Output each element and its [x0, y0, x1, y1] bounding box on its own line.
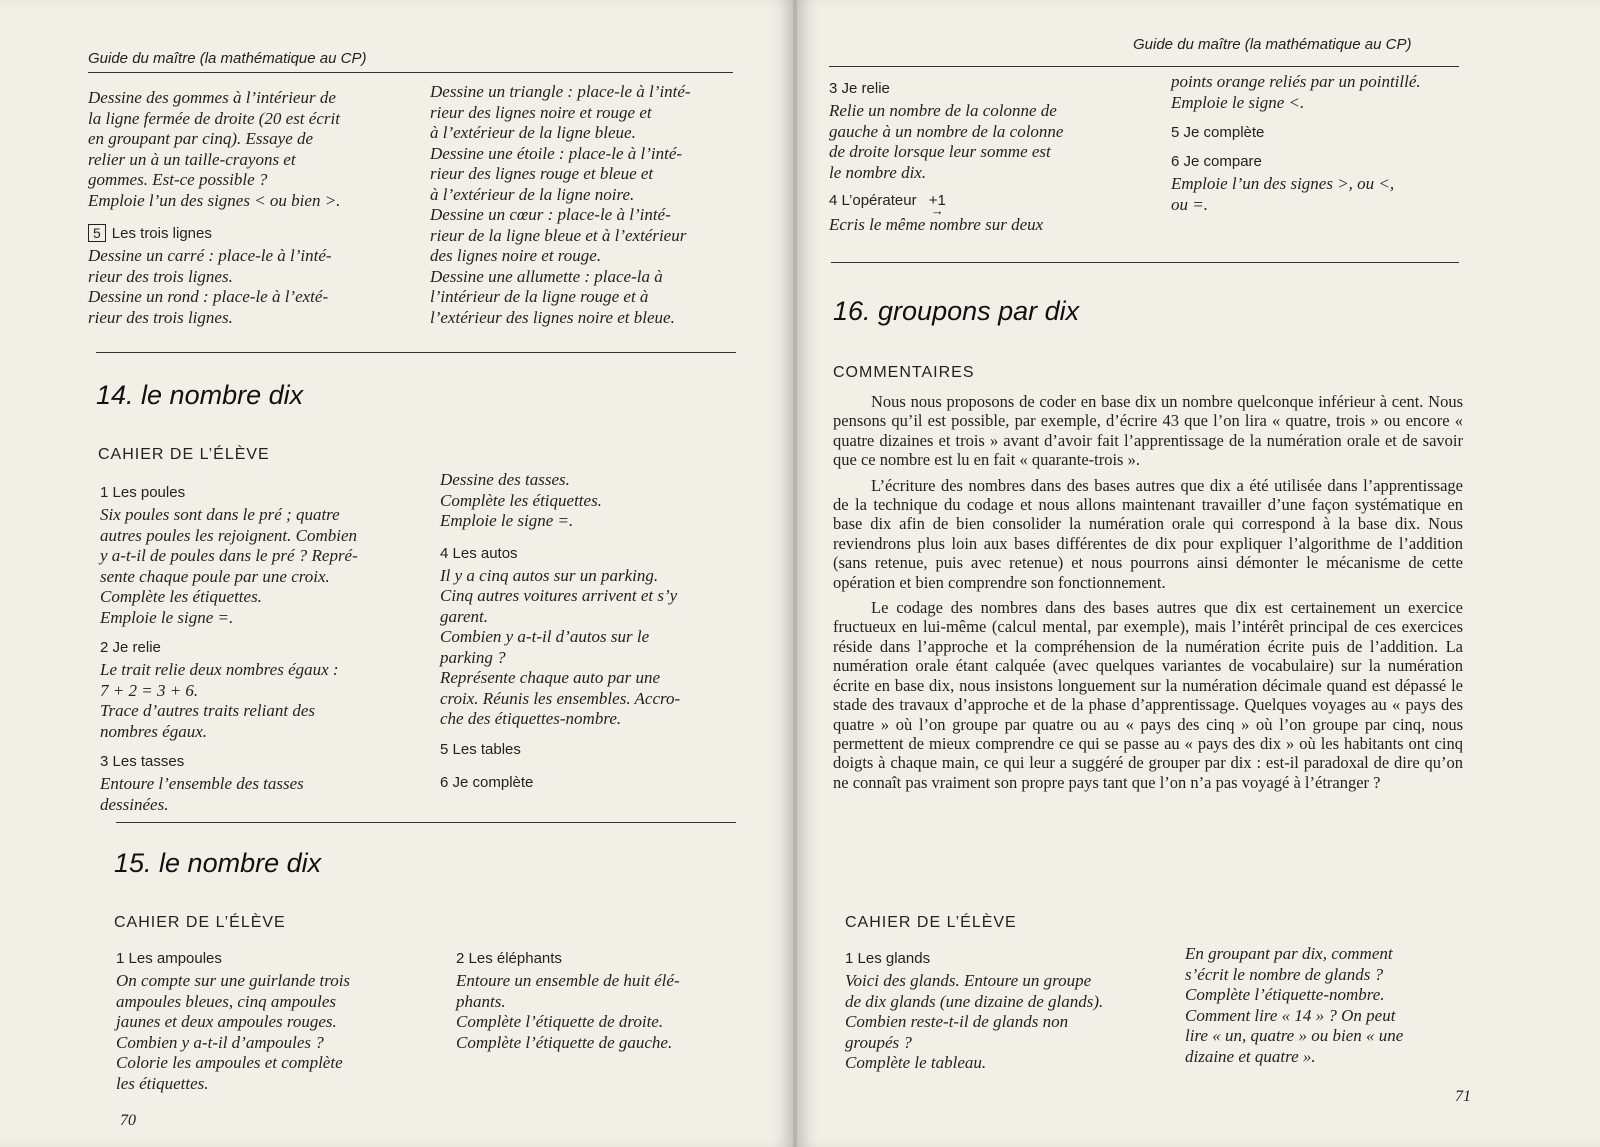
text-line: garent.: [440, 606, 489, 626]
section-14-title: 14. le nombre dix: [96, 380, 304, 410]
header-rule-left: [88, 72, 733, 73]
text-line: relier un à un taille-crayons et: [88, 149, 296, 169]
right-page: [797, 0, 1600, 1147]
text-line: en groupant par cinq). Essaye de: [88, 129, 314, 148]
text-line: Dessine un cœur : place-le à l’inté-: [430, 205, 671, 224]
text-line: rieur des lignes rouge et bleue et: [430, 164, 654, 183]
text-line: s’écrit le nombre de glands ?: [1185, 964, 1384, 984]
exercise-title: 3 Je relie: [829, 80, 890, 97]
text-line: En groupant par dix, comment: [1185, 944, 1393, 963]
text-line: Emploie l’un des signes < ou bien >.: [88, 190, 341, 210]
text-line: Dessine des tasses.: [440, 470, 570, 489]
cahier-heading: CAHIER DE L’ÉLÈVE: [114, 914, 286, 931]
text-line: Le trait relie deux nombres égaux :: [100, 660, 339, 679]
section-15-title: 15. le nombre dix: [114, 848, 322, 878]
text-line: Complète le tableau.: [845, 1053, 987, 1072]
exercise-title: 2 Je relie: [100, 639, 161, 656]
text-line: sente chaque poule par une croix.: [100, 566, 330, 586]
text-line: à l’extérieur de la ligne noire.: [430, 184, 635, 204]
text-line: rieur des trois lignes.: [88, 266, 233, 286]
text-line: ampoules bleues, cinq ampoules: [116, 991, 337, 1011]
exercise-title: 5 Je complète: [1171, 124, 1265, 141]
section-rule: [116, 822, 736, 823]
section-16-title: 16. groupons par dix: [833, 296, 1080, 326]
exercise-title: 1 Les ampoules: [116, 950, 222, 967]
exercise-title: 6 Je complète: [440, 773, 534, 791]
exercise-title: Les trois lignes: [111, 225, 212, 242]
text-line: autres poules les rejoignent. Combien: [100, 525, 358, 545]
text-line: de droite lorsque leur somme est: [829, 142, 1051, 161]
cahier-heading: CAHIER DE L’ÉLÈVE: [98, 446, 270, 463]
exercise-heading: [829, 192, 1114, 209]
text-line: rieur des lignes noire et rouge et: [430, 102, 652, 122]
text-line: Emploie le signe =.: [440, 511, 574, 530]
text-line: Complète les étiquettes.: [100, 587, 262, 606]
section-rule: [96, 352, 736, 353]
text-line: les étiquettes.: [116, 1073, 209, 1093]
paragraph: Nous nous proposons de coder en base dix un nombre quelconque inférieur à cent. Nous pensons qu’il est possible, par exemple, d’écrire 43 que l’on lira « quatre, trois » ou encore « quatre dizaines et trois » avant d’avoir fait l’apprentissage de la numération orale et de savoir que ce nombre est lu en fait « quarante-trois ».: [833, 392, 1463, 470]
text-line: groupés ?: [845, 1032, 912, 1052]
text-line: Ecris le même nombre sur deux: [829, 215, 1044, 234]
right-top-col2: [1171, 72, 1459, 215]
section-16-col2: [1185, 944, 1475, 1067]
text-line: Relie un nombre de la colonne de: [829, 101, 1057, 120]
text-line: jaunes et deux ampoules rouges.: [116, 1012, 337, 1031]
paragraph: Le codage des nombres dans des bases autres que dix est certainement un exercice fructueux en lui-même (calcul mental, par exemple), mais l’intérêt principal de ces exercices réside dans l’approche et la compréhension de la numération écrite puis de l’addition. La numération orale étant calquée (avec quelques variantes de vocabulaire) sur la numération écrite en base dix, nous insistons longuement sur la numération décimale quand est dépassé le stade des travaux d’approche et de la phase d’apprentissage. Quelques voyages au « pays des quatre » où l’on groupe par quatre ou au « pays des cinq » où l’on groupe par cinq, nous permettent de mieux comprendre ce qui se passe au « pays des dix » où les habitants ont cinq doigts à chaque main, ce qui leur a suggéré de grouper par dix : est-il paradoxal de dire qu’on ne connaît pas vraiment son propre pays tant que l’on n’a pas voyagé à l’étranger ?: [833, 598, 1463, 792]
text-line: gommes. Est-ce possible ?: [88, 170, 268, 189]
cahier-heading: CAHIER DE L’ÉLÈVE: [845, 914, 1017, 931]
page-number-right: 71: [1455, 1088, 1471, 1105]
text-line: Cinq autres voitures arrivent et s’y: [440, 586, 678, 605]
text-line: l’extérieur des lignes noire et bleue.: [430, 307, 675, 327]
text-line: Combien y a-t-il d’ampoules ?: [116, 1032, 324, 1052]
text-line: 7 + 2 = 3 + 6.: [100, 680, 199, 700]
text-line: dessinées.: [100, 794, 169, 814]
section-15-col1: [116, 942, 404, 1094]
text-line: Complète l’étiquette de droite.: [456, 1012, 664, 1031]
text-line: dizaine et quatre ».: [1185, 1046, 1316, 1066]
text-line: croix. Réunis les ensembles. Accro-: [440, 688, 681, 708]
left-top-col2: [430, 82, 720, 328]
text-line: Complète les étiquettes.: [440, 490, 602, 510]
exercise-title: 3 Les tasses: [100, 753, 185, 770]
exercise-title: 4 Les autos: [440, 544, 518, 562]
running-header-right: Guide du maître (la mathématique au CP): [1133, 36, 1412, 53]
text-line: y a-t-il de poules dans le pré ? Repré-: [100, 546, 358, 565]
text-line: l’intérieur de la ligne rouge et à: [430, 287, 649, 306]
text-line: Entoure l’ensemble des tasses: [100, 774, 304, 793]
text-line: Dessine un rond : place-le à l’exté-: [88, 287, 329, 306]
text-line: à l’extérieur de la ligne bleue.: [430, 123, 636, 142]
section-15-col2: [456, 942, 742, 1053]
text-line: Entoure un ensemble de huit élé-: [456, 971, 680, 990]
paragraph: L’écriture des nombres dans des bases autres que dix a été utilisée dans l’apprentissage de la technique du codage et nous allons maintenant travailler d’une façon systématique en base dix afin de bien consolider la numération orale qui correspond à la base dix. Nous reviendrons plus loin aux bases différentes de dix pour expliquer l’algorithme de l’addition (sans retenue, puis avec retenue) et nous pourrons ainsi démonter le mécanisme de cette opération et bien comprendre son fonctionnement.: [833, 475, 1463, 592]
text-line: Colorie les ampoules et complète: [116, 1053, 343, 1072]
text-line: Dessine un carré : place-le à l’inté-: [88, 246, 332, 265]
left-page: [0, 0, 793, 1147]
text-line: Comment lire « 14 » ? On peut: [1185, 1005, 1396, 1025]
text-line: de dix glands (une dizaine de glands).: [845, 991, 1104, 1011]
text-line: Voici des glands. Entoure un groupe: [845, 971, 1092, 990]
exercise-number-box: 5: [88, 224, 106, 242]
left-top-col1: [88, 88, 378, 328]
text-line: che des étiquettes-nombre.: [440, 709, 622, 728]
text-line: Trace d’autres traits reliant des: [100, 701, 316, 720]
section-14-col1: [100, 476, 392, 815]
text-line: Combien reste-t-il de glands non: [845, 1012, 1069, 1031]
text-line: Représente chaque auto par une: [440, 668, 660, 687]
section-rule: [831, 262, 1459, 263]
text-line: Emploie l’un des signes >, ou <,: [1171, 174, 1395, 193]
text-line: Six poules sont dans le pré ; quatre: [100, 505, 340, 524]
text-line: phants.: [456, 991, 506, 1011]
section-14-col2: [440, 470, 732, 795]
right-top-col1: [829, 78, 1114, 236]
text-line: On compte sur une guirlande trois: [116, 971, 351, 990]
text-line: gauche à un nombre de la colonne: [829, 121, 1064, 141]
text-line: Dessine une allumette : place-la à: [430, 266, 663, 286]
text-line: ou =.: [1171, 194, 1208, 214]
text-line: Combien y a-t-il d’autos sur le: [440, 627, 650, 646]
commentaires-heading: COMMENTAIRES: [833, 364, 975, 381]
exercise-title: 4 L’opérateur: [829, 192, 917, 209]
text-line: Complète l’étiquette de gauche.: [456, 1032, 673, 1052]
text-line: parking ?: [440, 647, 506, 667]
header-rule-right: [829, 66, 1459, 67]
text-line: points orange reliés par un pointillé.: [1171, 72, 1421, 91]
operator-plus-one: +1 →: [929, 192, 946, 209]
exercise-title: 1 Les glands: [845, 950, 931, 967]
commentaires-body: [833, 392, 1463, 798]
text-line: rieur de la ligne bleue et à l’extérieur: [430, 225, 687, 245]
page-number-left: 70: [120, 1112, 136, 1129]
text-line: rieur des trois lignes.: [88, 307, 233, 327]
running-header-left: Guide du maître (la mathématique au CP): [88, 50, 367, 67]
text-line: lire « un, quatre » ou bien « une: [1185, 1026, 1404, 1045]
text-line: Dessine un triangle : place-le à l’inté-: [430, 82, 691, 101]
exercise-heading: [88, 224, 378, 242]
text-line: Dessine une étoile : place-le à l’inté-: [430, 143, 683, 163]
text-line: Complète l’étiquette-nombre.: [1185, 985, 1385, 1004]
text-line: Il y a cinq autos sur un parking.: [440, 565, 659, 585]
text-line: Dessine des gommes à l’intérieur de: [88, 88, 336, 107]
text-line: Emploie le signe <.: [1171, 92, 1305, 112]
section-16-col1: [845, 942, 1135, 1074]
exercise-title: 1 Les poules: [100, 484, 186, 501]
exercise-title: 2 Les éléphants: [456, 950, 562, 967]
text-line: Emploie le signe =.: [100, 607, 234, 627]
text-line: nombres égaux.: [100, 721, 208, 741]
text-line: des lignes noire et rouge.: [430, 246, 602, 265]
text-line: le nombre dix.: [829, 162, 927, 182]
text-line: la ligne fermée de droite (20 est écrit: [88, 108, 340, 128]
exercise-title: 6 Je compare: [1171, 153, 1262, 170]
exercise-title: 5 Les tables: [440, 740, 521, 758]
